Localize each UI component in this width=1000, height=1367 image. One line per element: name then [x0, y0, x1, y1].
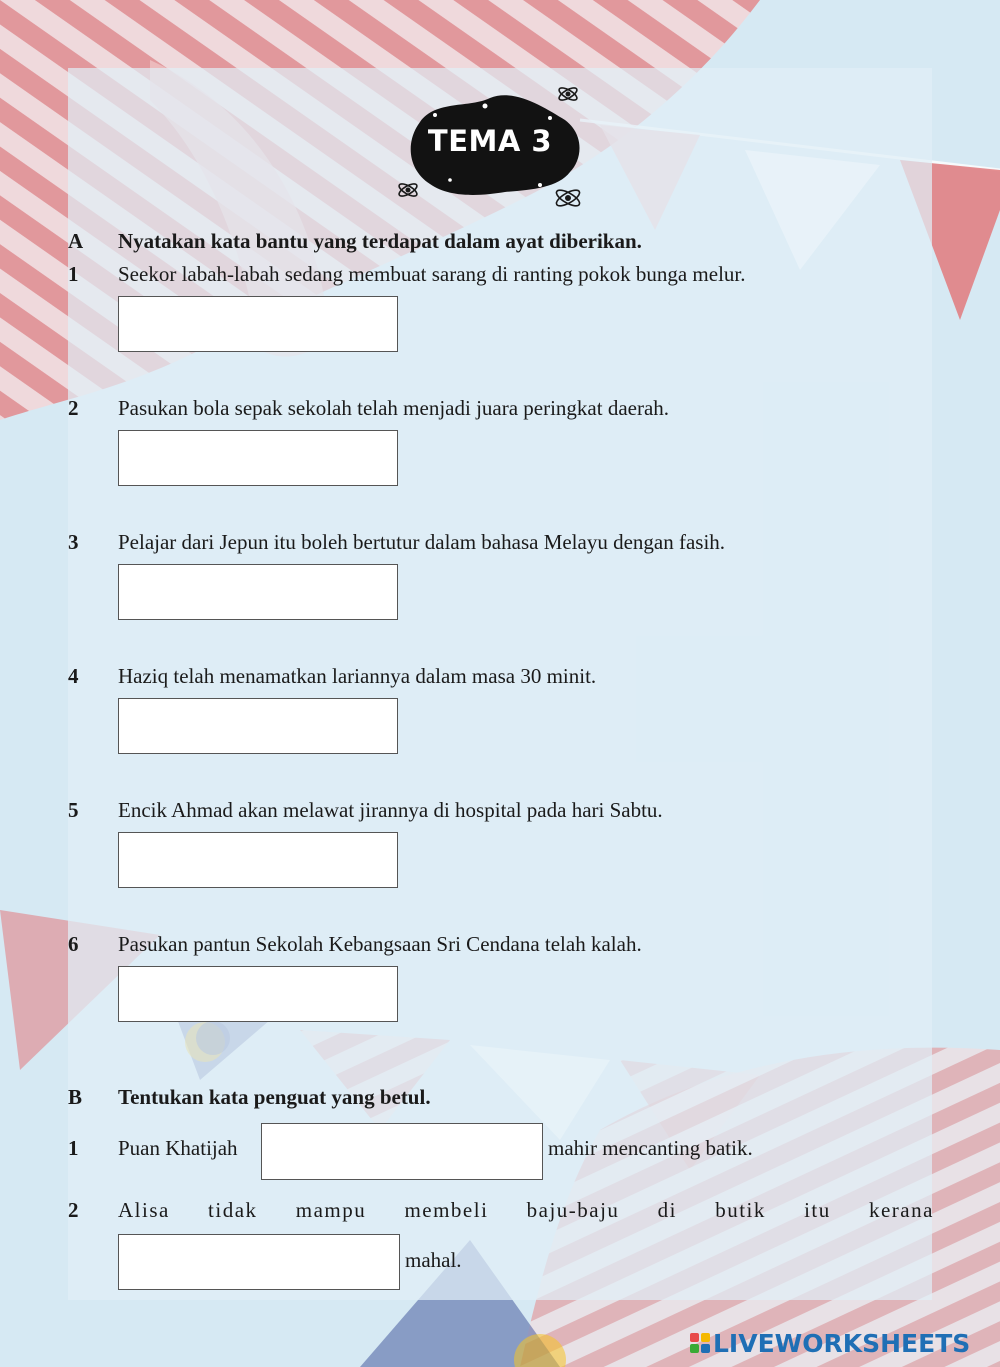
question-text-after: mahir mencanting batik. — [548, 1136, 753, 1160]
question-number: 1 — [68, 262, 79, 286]
section-a-instruction: Nyatakan kata bantu yang terdapat dalam ayat diberikan. — [118, 229, 642, 253]
word: di — [657, 1198, 677, 1222]
word: Alisa — [118, 1198, 170, 1222]
answer-input-a1[interactable] — [118, 296, 398, 352]
answer-input-a6[interactable] — [118, 966, 398, 1022]
answer-input-a3[interactable] — [118, 564, 398, 620]
question-text: Pasukan bola sepak sekolah telah menjadi juara peringkat daerah. — [118, 396, 670, 420]
section-b-letter: B — [68, 1085, 83, 1109]
logo-cell-i — [701, 1333, 710, 1342]
word: butik — [715, 1198, 766, 1222]
question-number: 2 — [68, 396, 79, 420]
word: tidak — [208, 1198, 258, 1222]
word: membeli — [404, 1198, 489, 1222]
question-text-line — [118, 1198, 934, 1223]
section-a-letter: A — [68, 229, 84, 253]
answer-input-b1[interactable] — [261, 1123, 543, 1180]
page-title: TEMA 3 — [427, 124, 553, 158]
question-text: Seekor labah-labah sedang membuat sarang di ranting pokok bunga melur. — [118, 262, 746, 286]
question-number: 3 — [68, 530, 79, 554]
brand-grid-icon — [690, 1333, 710, 1353]
question-number: 4 — [68, 664, 79, 688]
logo-cell-v — [690, 1344, 699, 1353]
answer-input-a4[interactable] — [118, 698, 398, 754]
liveworksheets-logo — [690, 1326, 970, 1360]
word: mampu — [295, 1198, 367, 1222]
question-number: 2 — [68, 1198, 79, 1222]
logo-cell-e — [701, 1344, 710, 1353]
question-number: 5 — [68, 798, 79, 822]
question-text-after: mahal. — [405, 1248, 462, 1272]
question-number: 6 — [68, 932, 79, 956]
brand-name: LIVEWORKSHEETS — [713, 1328, 971, 1358]
answer-input-b2[interactable] — [118, 1234, 400, 1290]
answer-input-a5[interactable] — [118, 832, 398, 888]
question-text: Encik Ahmad akan melawat jirannya di hospital pada hari Sabtu. — [118, 798, 663, 822]
question-number: 1 — [68, 1136, 79, 1160]
question-text: Haziq telah menamatkan lariannya dalam masa 30 minit. — [118, 664, 597, 688]
question-text-before: Puan Khatijah — [118, 1136, 238, 1160]
word: baju-baju — [526, 1198, 620, 1222]
section-b-instruction: Tentukan kata penguat yang betul. — [118, 1085, 431, 1109]
word: itu — [804, 1198, 831, 1222]
logo-cell-l — [690, 1333, 699, 1342]
question-text: Pelajar dari Jepun itu boleh bertutur dalam bahasa Melayu dengan fasih. — [118, 530, 726, 554]
answer-input-a2[interactable] — [118, 430, 398, 486]
question-text: Pasukan pantun Sekolah Kebangsaan Sri Cendana telah kalah. — [118, 932, 642, 956]
word: kerana — [868, 1198, 934, 1222]
